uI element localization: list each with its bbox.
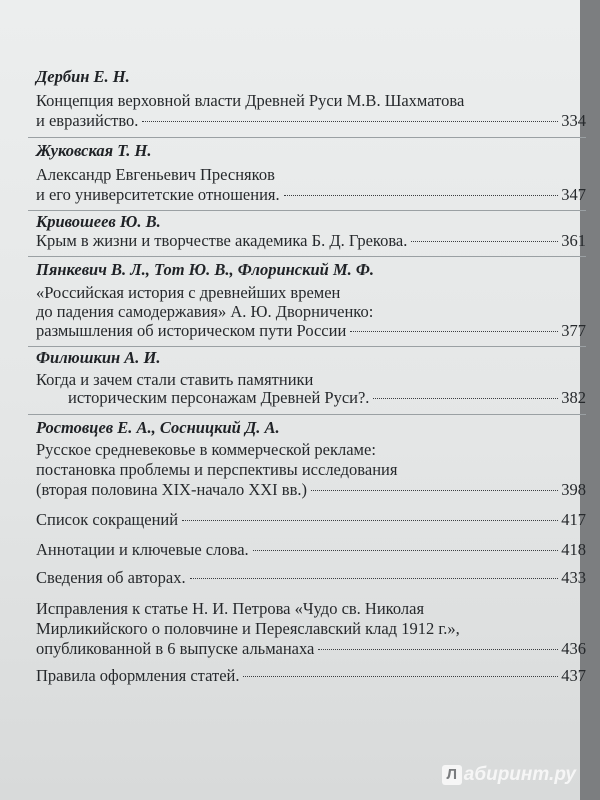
entry-divider xyxy=(28,137,586,138)
toc-title-line: и его университетские отношения. xyxy=(36,185,280,204)
page-number: 433 xyxy=(561,568,586,587)
page-number: 437 xyxy=(561,666,586,685)
toc-author: Дербин Е. Н. xyxy=(36,67,130,86)
page-number: 347 xyxy=(561,185,586,204)
page-number: 436 xyxy=(561,639,586,658)
toc-title-line: Аннотации и ключевые слова. xyxy=(36,540,249,559)
entry-divider xyxy=(28,210,586,211)
toc-title-line: постановка проблемы и перспективы исследования xyxy=(36,460,398,479)
dot-leader xyxy=(350,330,558,332)
page-number: 417 xyxy=(561,510,586,529)
toc-entry-last-line xyxy=(36,480,586,500)
dot-leader xyxy=(142,120,558,122)
page-number: 398 xyxy=(561,480,586,499)
toc-title-line: Мирликийского о половчине и Переяславский клад 1912 г.», xyxy=(36,619,460,638)
toc-entry-last-line xyxy=(36,111,586,131)
dot-leader xyxy=(311,489,558,491)
toc-title-line: Концепция верховной власти Древней Руси М.В. Шахматова xyxy=(36,91,465,110)
toc-entry-last-line xyxy=(36,185,586,205)
page-number: 334 xyxy=(561,111,586,130)
page-number: 418 xyxy=(561,540,586,559)
toc-author: Филюшкин А. И. xyxy=(36,348,161,367)
dot-leader xyxy=(373,397,558,399)
toc-title-line: Крым в жизни и творчестве академика Б. Д. Грекова. xyxy=(36,231,408,250)
entry-divider xyxy=(28,256,586,257)
toc-title-line: Список сокращений xyxy=(36,510,179,529)
toc-title-line: Правила оформления статей. xyxy=(36,666,240,685)
labirint-logo-icon: Л xyxy=(442,765,462,785)
toc-title-line: опубликованной в 6 выпуске альманаха xyxy=(36,639,315,658)
toc-author: Жуковская Т. Н. xyxy=(36,141,152,160)
toc-title-line: до падения самодержавия» А. Ю. Дворниченко: xyxy=(36,302,374,321)
dot-leader xyxy=(284,194,559,196)
toc-title-line: «Российская история с древнейших времен xyxy=(36,283,341,302)
toc-entry-last-line xyxy=(36,639,586,659)
page-number: 361 xyxy=(561,231,586,250)
toc-title-line: размышления об историческом пути России xyxy=(36,321,347,340)
toc-author: Ростовцев Е. А., Сосницкий Д. А. xyxy=(36,418,280,437)
toc-entry-last-line xyxy=(36,510,586,530)
toc-title-line: Когда и зачем стали ставить памятники xyxy=(36,370,314,389)
dot-leader xyxy=(318,648,558,650)
dot-leader xyxy=(411,240,558,242)
dot-leader xyxy=(253,549,559,551)
dot-leader xyxy=(182,519,558,521)
entry-divider xyxy=(28,414,586,415)
page-number: 377 xyxy=(561,321,586,340)
toc-title-line: Исправления к статье Н. И. Петрова «Чудо св. Николая xyxy=(36,599,425,618)
dot-leader xyxy=(190,577,559,579)
toc-title-line: Сведения об авторах. xyxy=(36,568,186,587)
toc-entry-last-line xyxy=(68,388,586,408)
toc-author: Пянкевич В. Л., Тот Ю. В., Флоринский М. Ф. xyxy=(36,260,375,279)
toc-title-line: (вторая половина XIX-начало XXI вв.) xyxy=(36,480,307,499)
watermark xyxy=(442,764,576,786)
toc-title-line: историческим персонажам Древней Руси?. xyxy=(68,388,370,407)
toc-entry-last-line xyxy=(36,540,586,560)
toc-title-line: Александр Евгеньевич Пресняков xyxy=(36,165,275,184)
toc-entry-last-line xyxy=(36,666,586,686)
toc-entry-last-line xyxy=(36,231,586,251)
toc-entry-last-line xyxy=(36,321,586,341)
watermark-text: абиринт.ру xyxy=(463,764,576,785)
toc-title-line: и евразийство. xyxy=(36,111,139,130)
dot-leader xyxy=(243,675,558,677)
page-number: 382 xyxy=(561,388,586,407)
toc-title-line: Русское средневековье в коммерческой рекламе: xyxy=(36,440,376,459)
toc-entry-last-line xyxy=(36,568,586,588)
toc-author: Кривошеев Ю. В. xyxy=(36,212,161,231)
entry-divider xyxy=(28,346,586,347)
